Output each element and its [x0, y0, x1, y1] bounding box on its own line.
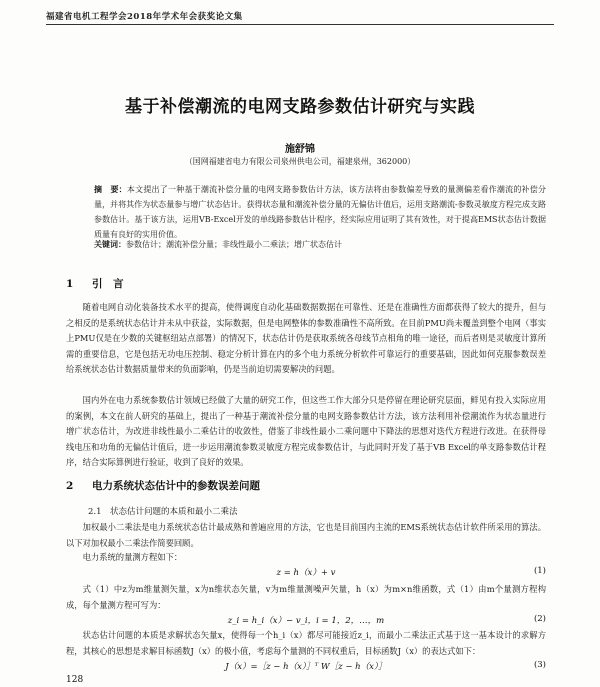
section-heading — [66, 478, 260, 493]
equation-number: (3) — [533, 660, 546, 670]
equation-number: (1) — [533, 566, 546, 576]
equation-expression: J（x）=［z − h（x）］ᵀ W［z − h（x）］ — [225, 662, 387, 672]
section-number: 2 — [66, 480, 74, 492]
header-rule — [46, 24, 554, 25]
equation-expression: z = h（x）+ v — [276, 568, 336, 578]
author-affiliation: （国网福建省电力有限公司泉州供电公司，福建泉州，362000） — [184, 157, 416, 166]
section-title: 引 言 — [92, 278, 124, 290]
keywords-text: 参数估计；潮流补偿分量；非线性最小二乘法；增广状态估计 — [126, 240, 342, 249]
body-paragraph: 状态估计问题的本质是求解状态矢量x，使得每一个h_i（x）都尽可能接近z_i，而最小二乘法正式基于这一基本设计的求解方程，其核心的思想是求解目标函数J（x）的极小值，考虑每个量测的不同权重后，目标函数J（x）的表达式如下： — [66, 630, 546, 656]
page-number: 128 — [66, 675, 84, 685]
keywords-label: 关键词： — [94, 239, 126, 249]
equation-expression: z_i = h_i（x）− v_i，i = 1，2，…，m — [227, 616, 385, 626]
section-number: 1 — [66, 278, 74, 290]
body-paragraph: 国内外在电力系统参数估计领域已经做了大量的研究工作，但这些工作大部分只是停留在理论研究层面，鲜见有投入实际应用的案例，本文在前人研究的基础上，提出了一种基于潮流补偿分量的电网支路参数估计方法，该方法利用补偿潮流作为状态量进行增广状态估计，为改进非线性最小二乘估计的收敛性，借鉴了非线性最小二乘问题中下降法的思想对迭代方程进行改进。在获得母线电压和功角的无偏估计值后，进一步运用潮流参数灵敏度方程完成参数估计，与此同时开发了基于VB Excel的单支路参数估计程序，结合实际算例进行验证，收到了良好的效果。 — [66, 395, 546, 468]
subsection-heading — [88, 505, 238, 517]
body-paragraph: 电力系统的量测方程如下： — [82, 552, 183, 562]
abstract — [94, 182, 546, 242]
body-paragraph: 式（1）中z为m维量测矢量，x为n维状态矢量，v为m维量测噪声矢量，h（x）为m×n维函数，式（1）由m个量测方程构成，每个量测方程可写为： — [66, 584, 546, 610]
abstract-text: 本文提出了一种基于潮流补偿分量的电网支路参数估计方法，该方法将由参数偏差导致的量测偏差看作潮流的补偿分量，并将其作为状态量参与增广状态估计。获得状态量和潮流补偿分量的无偏估计值后，运用支路潮流-参数灵敏度方程完成支路参数估计。基于该方法，运用VB-Excel开发的单线路参数估计程序，经实际应用证明了其有效性，对于提高EMS状态估计数据质量有良好的实用价值。 — [94, 185, 546, 239]
subsection-title: 状态估计问题的本质和最小二乘法 — [110, 507, 238, 517]
subsection-number: 2.1 — [88, 507, 102, 517]
author-name: 施舒锦 — [285, 144, 315, 155]
body-paragraph: 随着电网自动化装备技术水平的提高，使得调度自动化基础数据数据在可靠性、还是在准确性方面都获得了较大的提升，但与之相反的是系统状态估计并未从中获益，实际数据，但是电网整体的参数准确性不高所致。在目前PMU尚未覆盖到整个电网（事实上PMU仅是在少数的关键枢纽站点部署）的情况下，状态估计仍是获取系统各母线节点相角的唯一途径，而后者则是灵敏度计算所需的重要信息，它是包括无功电压控制、稳定分析计算在内的多个电力系统分析软件可靠运行的重要基础，因此如何克服参数误差给系统状态估计数据质量带来的负面影响，仍是当前迫切需要解决的问题。 — [66, 302, 546, 375]
section-heading — [66, 276, 124, 291]
body-paragraph: 加权最小二乘法是电力系统状态估计最成熟和普遍应用的方法，它也是目前国内主流的EMS系统状态估计软件所采用的算法。以下对加权最小二乘法作简要回顾。 — [66, 522, 546, 548]
abstract-label: 摘 要： — [94, 184, 127, 194]
running-head: 福建省电机工程学会2018年学术年会获奖论文集 — [46, 12, 243, 22]
paper-title: 基于补偿潮流的电网支路参数估计研究与实践 — [125, 97, 475, 117]
equation-number: (2) — [533, 614, 546, 624]
section-title: 电力系统状态估计中的参数误差问题 — [92, 480, 260, 492]
keywords — [94, 238, 546, 251]
